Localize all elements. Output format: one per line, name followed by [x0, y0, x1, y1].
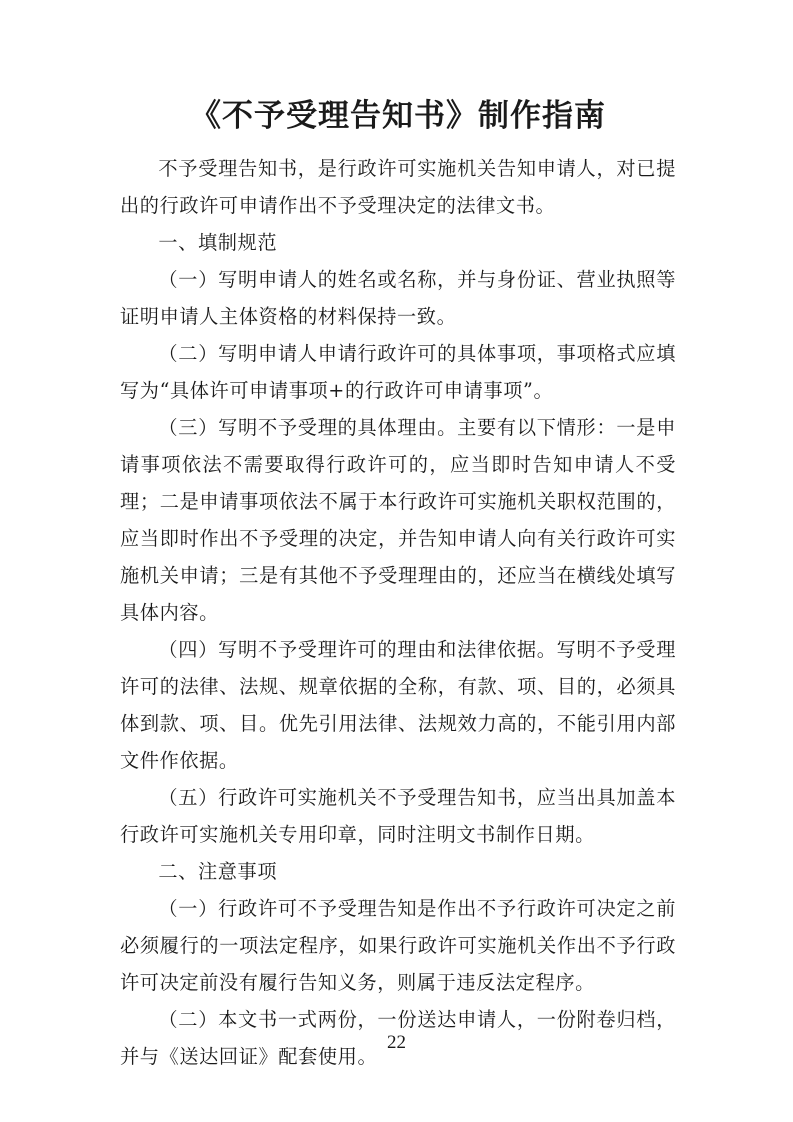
- rule-item-3: （三）写明不予受理的具体理由。主要有以下情形：一是申请事项依法不需要取得行政许可的，应当即时告知申请人不受理；二是申请事项依法不属于本行政许可实施机关职权范围的，应当即时作出不予受理的决定，并告知申请人向有关行政许可实施机关申请；三是有其他不予受理理由的，还应当在横线处填写具体内容。: [120, 416, 676, 624]
- intro-paragraph: 不予受理告知书，是行政许可实施机关告知申请人，对已提出的行政许可申请作出不予受理决定的法律文书。: [120, 157, 676, 217]
- page-number: 22: [387, 1032, 406, 1053]
- section-heading-notes: 二、注意事项: [158, 860, 278, 883]
- section-heading-filling-rules: 一、填制规范: [158, 231, 278, 254]
- rule-item-2: （二）写明申请人申请行政许可的具体事项，事项格式应填写为“具体许可申请事项+的行政许可申请事项”。: [120, 342, 676, 402]
- document-title: 《不予受理告知书》制作指南: [190, 98, 606, 134]
- rule-item-4: （四）写明不予受理许可的理由和法律依据。写明不予受理许可的法律、法规、规章依据的全称，有款、项、目的，必须具体到款、项、目。优先引用法律、法规效力高的，不能引用内部文件作依据。: [120, 638, 676, 772]
- rule-item-1: （一）写明申请人的姓名或名称，并与身份证、营业执照等证明申请人主体资格的材料保持一致。: [120, 268, 676, 328]
- note-item-2: （二）本文书一式两份，一份送达申请人，一份附卷归档，并与《送达回证》配套使用。: [120, 1008, 676, 1068]
- note-item-1: （一）行政许可不予受理告知是作出不予行政许可决定之前必须履行的一项法定程序，如果行政许可实施机关作出不予行政许可决定前没有履行告知义务，则属于违反法定程序。: [120, 897, 676, 994]
- rule-item-5: （五）行政许可实施机关不予受理告知书，应当出具加盖本行政许可实施机关专用印章，同时注明文书制作日期。: [120, 786, 676, 846]
- document-body: [120, 92, 676, 1075]
